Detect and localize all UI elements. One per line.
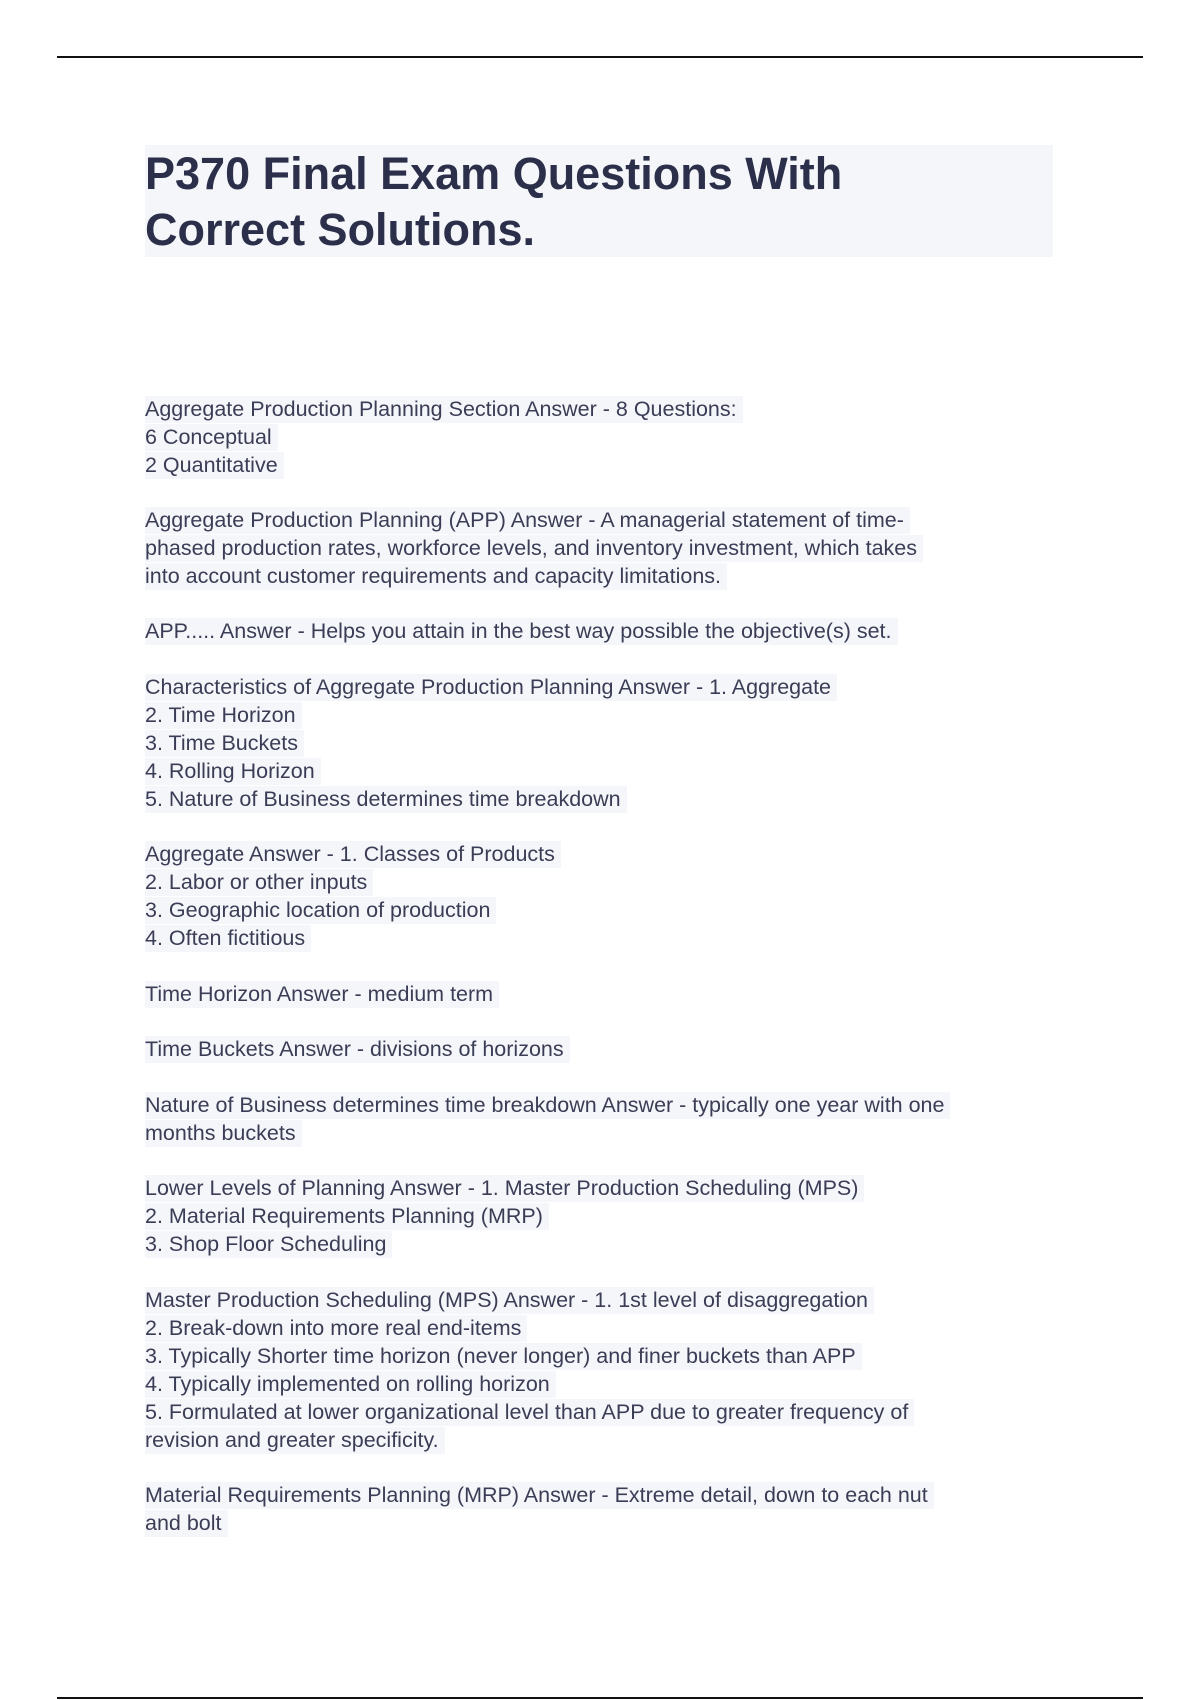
body-line: and bolt [145, 1510, 228, 1537]
body-line: 4. Often fictitious [145, 925, 311, 952]
body-line: Nature of Business determines time breakdown Answer - typically one year with one [145, 1092, 950, 1119]
body-line: Characteristics of Aggregate Production Planning Answer - 1. Aggregate [145, 674, 837, 701]
body-line: 5. Nature of Business determines time breakdown [145, 786, 627, 813]
body-line: Master Production Scheduling (MPS) Answer - 1. 1st level of disaggregation [145, 1287, 874, 1314]
body-line: 3. Shop Floor Scheduling [145, 1231, 392, 1258]
body-line: Aggregate Production Planning (APP) Answer - A managerial statement of time- [145, 507, 910, 534]
body-line: months buckets [145, 1120, 302, 1147]
body-line: 3. Typically Shorter time horizon (never longer) and finer buckets than APP [145, 1343, 862, 1370]
body-line: phased production rates, workforce levels, and inventory investment, which takes [145, 535, 923, 562]
body-line: Lower Levels of Planning Answer - 1. Master Production Scheduling (MPS) [145, 1175, 864, 1202]
body-line: Time Buckets Answer - divisions of horizons [145, 1036, 570, 1063]
body-line: 4. Rolling Horizon [145, 758, 321, 785]
body-line: 2. Material Requirements Planning (MRP) [145, 1203, 549, 1230]
body-line: 2. Labor or other inputs [145, 869, 373, 896]
title-line: P370 Final Exam Questions With [145, 148, 843, 199]
body-line: 2. Time Horizon [145, 702, 302, 729]
body-line: Time Horizon Answer - medium term [145, 981, 499, 1008]
body-line: into account customer requirements and capacity limitations. [145, 563, 727, 590]
footer-rule [57, 1697, 1143, 1699]
body-line: 3. Geographic location of production [145, 897, 496, 924]
body-line: Material Requirements Planning (MRP) Answer - Extreme detail, down to each nut [145, 1482, 934, 1509]
body-line: revision and greater specificity. [145, 1427, 445, 1454]
body-line: 6 Conceptual [145, 424, 278, 451]
body-line: 2 Quantitative [145, 452, 284, 479]
title-line: Correct Solutions. [145, 204, 536, 255]
header-rule [57, 56, 1143, 58]
body-line: Aggregate Answer - 1. Classes of Products [145, 841, 561, 868]
body-line: Aggregate Production Planning Section Answer - 8 Questions: [145, 396, 743, 423]
body-line: 3. Time Buckets [145, 730, 304, 757]
body-line: APP..... Answer - Helps you attain in the best way possible the objective(s) set. [145, 618, 898, 645]
body-line: 4. Typically implemented on rolling horizon [145, 1371, 556, 1398]
body-line: 5. Formulated at lower organizational level than APP due to greater frequency of [145, 1399, 914, 1426]
body-line: 2. Break-down into more real end-items [145, 1315, 527, 1342]
document-title [145, 145, 1053, 257]
